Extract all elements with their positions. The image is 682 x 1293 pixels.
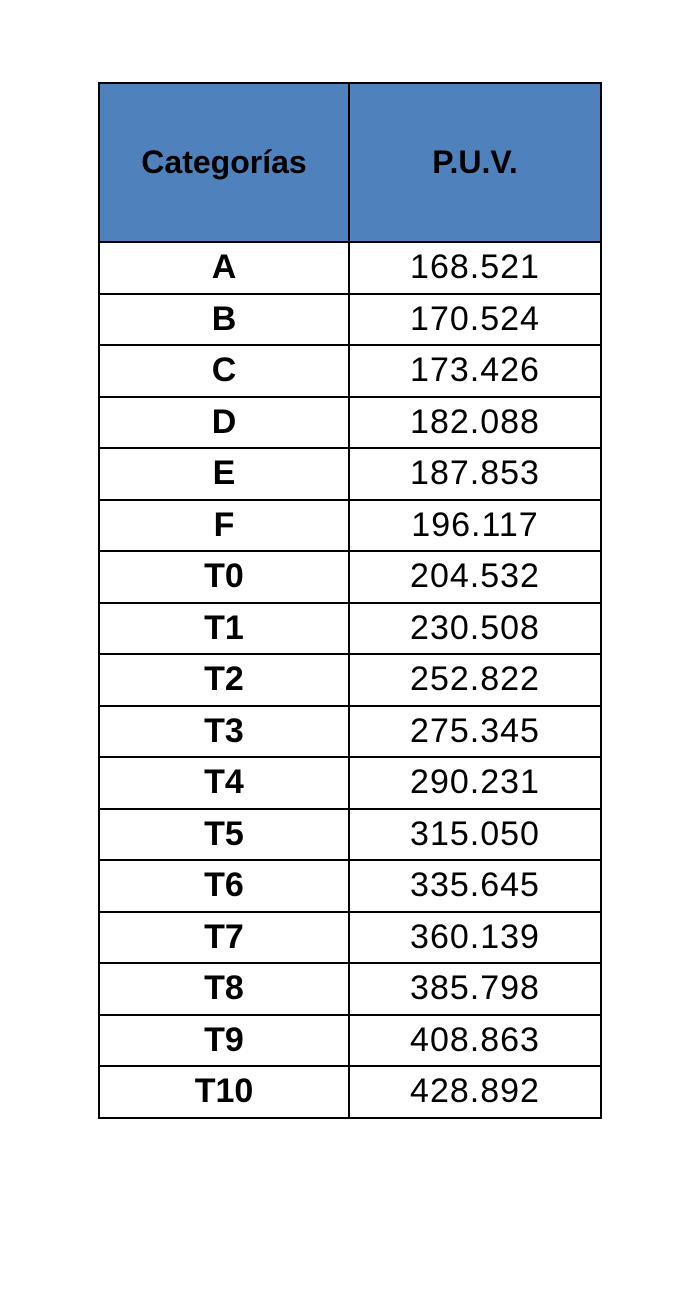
category-cell: T2 <box>99 654 349 706</box>
table-row <box>99 448 601 500</box>
table-row <box>99 860 601 912</box>
puv-cell: 275.345 <box>349 706 601 758</box>
category-cell: F <box>99 500 349 552</box>
table-row <box>99 706 601 758</box>
puv-cell: 408.863 <box>349 1015 601 1067</box>
category-cell: T1 <box>99 603 349 655</box>
table-row <box>99 912 601 964</box>
puv-cell: 360.139 <box>349 912 601 964</box>
puv-cell: 204.532 <box>349 551 601 603</box>
category-cell: T10 <box>99 1066 349 1118</box>
table-row <box>99 242 601 294</box>
table-row <box>99 963 601 1015</box>
category-cell: C <box>99 345 349 397</box>
table-row <box>99 809 601 861</box>
table-row <box>99 1066 601 1118</box>
category-cell: B <box>99 294 349 346</box>
puv-cell: 170.524 <box>349 294 601 346</box>
puv-cell: 187.853 <box>349 448 601 500</box>
puv-cell: 230.508 <box>349 603 601 655</box>
puv-cell: 315.050 <box>349 809 601 861</box>
table-row <box>99 500 601 552</box>
category-cell: T4 <box>99 757 349 809</box>
category-cell: T7 <box>99 912 349 964</box>
category-cell: T3 <box>99 706 349 758</box>
category-cell: D <box>99 397 349 449</box>
price-table <box>98 82 602 1119</box>
table-row <box>99 603 601 655</box>
table-row <box>99 397 601 449</box>
puv-cell: 252.822 <box>349 654 601 706</box>
table-header-row <box>99 83 601 242</box>
table-row <box>99 551 601 603</box>
puv-cell: 290.231 <box>349 757 601 809</box>
puv-cell: 335.645 <box>349 860 601 912</box>
price-table-container <box>98 82 600 1119</box>
category-cell: T6 <box>99 860 349 912</box>
puv-cell: 173.426 <box>349 345 601 397</box>
table-row <box>99 345 601 397</box>
category-cell: T5 <box>99 809 349 861</box>
table-row <box>99 1015 601 1067</box>
header-puv: P.U.V. <box>349 83 601 242</box>
header-categorias: Categorías <box>99 83 349 242</box>
table-row <box>99 294 601 346</box>
table-row <box>99 757 601 809</box>
table-row <box>99 654 601 706</box>
category-cell: T8 <box>99 963 349 1015</box>
puv-cell: 428.892 <box>349 1066 601 1118</box>
puv-cell: 168.521 <box>349 242 601 294</box>
category-cell: E <box>99 448 349 500</box>
category-cell: T0 <box>99 551 349 603</box>
puv-cell: 196.117 <box>349 500 601 552</box>
puv-cell: 182.088 <box>349 397 601 449</box>
puv-cell: 385.798 <box>349 963 601 1015</box>
category-cell: A <box>99 242 349 294</box>
category-cell: T9 <box>99 1015 349 1067</box>
